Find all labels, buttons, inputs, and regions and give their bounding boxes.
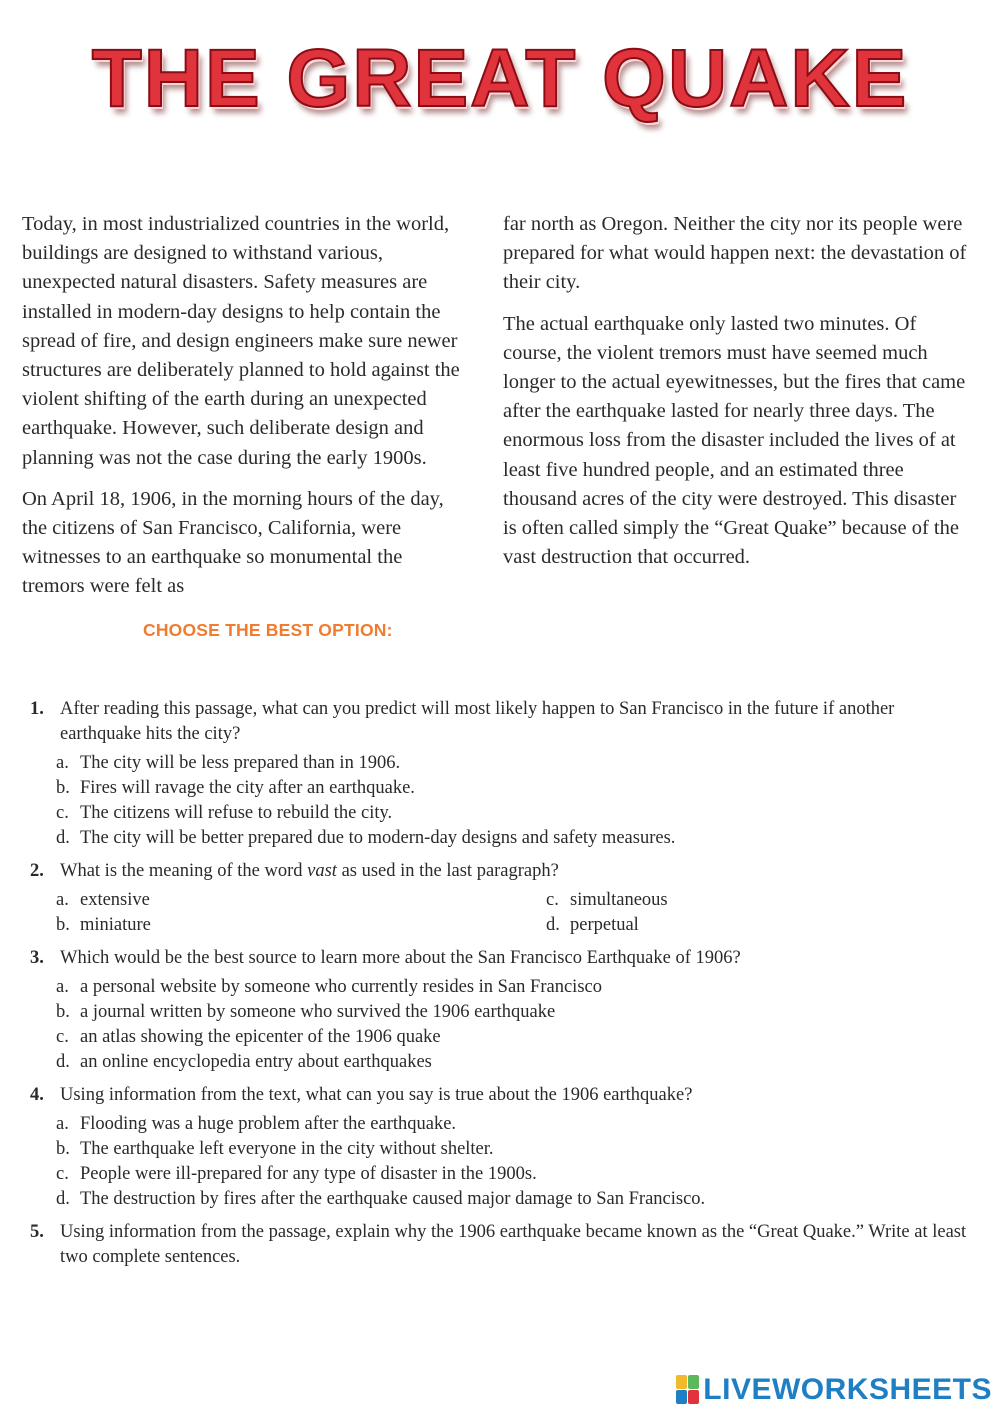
- question-2: [30, 859, 975, 938]
- option-letter: a.: [56, 890, 69, 910]
- question-4: [30, 1083, 975, 1212]
- option-letter: d.: [56, 828, 70, 848]
- option-text: simultaneous: [570, 890, 668, 910]
- answer-option[interactable]: [56, 1112, 975, 1137]
- liveworksheets-logo[interactable]: [676, 1373, 992, 1407]
- answer-option[interactable]: [56, 776, 975, 801]
- option-text: Fires will ravage the city after an earthquake.: [80, 778, 415, 798]
- answer-option[interactable]: [546, 913, 846, 938]
- answer-option[interactable]: [56, 1187, 975, 1212]
- answer-option[interactable]: [56, 1050, 975, 1075]
- question-number: 5.: [30, 1222, 44, 1242]
- answer-option[interactable]: [56, 1025, 975, 1050]
- option-letter: d.: [56, 1189, 70, 1209]
- logo-text: LIVEWORKSHEETS: [703, 1373, 992, 1406]
- option-text: The citizens will refuse to rebuild the city.: [80, 803, 393, 823]
- option-text: a journal written by someone who survived the 1906 earthquake: [80, 1002, 556, 1022]
- option-text: miniature: [80, 915, 151, 935]
- option-text: extensive: [80, 890, 150, 910]
- option-letter: b.: [56, 1139, 70, 1159]
- option-letter: a.: [56, 753, 69, 773]
- logo-icon: [676, 1375, 700, 1405]
- option-text: The earthquake left everyone in the city without shelter.: [80, 1139, 494, 1159]
- option-text: Flooding was a huge problem after the earthquake.: [80, 1114, 457, 1134]
- option-letter: d.: [546, 915, 560, 935]
- question-1: [30, 697, 975, 851]
- passage-paragraph: Today, in most industrialized countries in the world, buildings are designed to withstand various, unexpected natural disasters. Safety measures are installed in modern-day designs to help contain the spread of fire, and design engineers make sure newer structures are deliberately planned to hold against the violent shifting of the earth during an unexpected earthquake. However, such deliberate design and planning was not the case during the early 1900s.: [22, 213, 460, 469]
- option-text: an online encyclopedia entry about earthquakes: [80, 1052, 432, 1072]
- question-text: Using information from the passage, explain why the 1906 earthquake became known as the “Great Quake.” Write at least two complete sentences.: [60, 1222, 967, 1267]
- passage-column-left: [22, 210, 470, 614]
- question-text: What is the meaning of the word vast as used in the last paragraph?: [60, 861, 559, 881]
- option-letter: b.: [56, 915, 70, 935]
- answer-option[interactable]: [56, 888, 546, 913]
- question-list: [30, 697, 975, 1278]
- answer-option[interactable]: [56, 975, 975, 1000]
- option-text: a personal website by someone who currently resides in San Francisco: [80, 977, 602, 997]
- question-number: 2.: [30, 861, 44, 881]
- passage-paragraph: The actual earthquake only lasted two minutes. Of course, the violent tremors must have seemed much longer to the actual eyewitnesses, but the fires that came after the earthquake lasted for nearly three days. The enormous loss from the disaster included the lives of at least five hundred people, and an estimated three thousand acres of the city were destroyed. This disaster is often called simply the “Great Quake” because of the vast destruction that occurred.: [503, 312, 966, 569]
- answer-option[interactable]: [546, 888, 846, 913]
- option-letter: c.: [56, 803, 69, 823]
- answer-option[interactable]: [56, 913, 546, 938]
- answer-option[interactable]: [56, 1000, 975, 1025]
- option-letter: c.: [546, 890, 559, 910]
- option-text: The city will be better prepared due to modern-day designs and safety measures.: [80, 828, 676, 848]
- option-text: People were ill-prepared for any type of disaster in the 1900s.: [80, 1164, 537, 1184]
- option-letter: c.: [56, 1164, 69, 1184]
- answer-option[interactable]: [56, 1162, 975, 1187]
- option-text: perpetual: [570, 915, 639, 935]
- option-letter: b.: [56, 778, 70, 798]
- passage-column-right: [503, 210, 973, 584]
- option-letter: a.: [56, 977, 69, 997]
- question-text: Which would be the best source to learn more about the San Francisco Earthquake of 1906?: [60, 948, 741, 968]
- answer-option[interactable]: [56, 751, 975, 776]
- option-text: The city will be less prepared than in 1906.: [80, 753, 401, 773]
- question-5: [30, 1220, 975, 1270]
- answer-option[interactable]: [56, 801, 975, 826]
- option-letter: b.: [56, 1002, 70, 1022]
- question-text: Using information from the text, what can you say is true about the 1906 earthquake?: [60, 1085, 693, 1105]
- question-number: 1.: [30, 699, 44, 719]
- question-3: [30, 946, 975, 1075]
- question-number: 3.: [30, 948, 44, 968]
- option-letter: c.: [56, 1027, 69, 1047]
- page-title: THE GREAT QUAKE: [91, 33, 909, 124]
- option-letter: d.: [56, 1052, 70, 1072]
- instruction-heading: CHOOSE THE BEST OPTION:: [143, 620, 393, 640]
- passage-paragraph: far north as Oregon. Neither the city nor its people were prepared for what would happen next: the devastation of their city.: [503, 213, 967, 294]
- emphasized-word: vast: [307, 861, 337, 881]
- option-text: The destruction by fires after the earthquake caused major damage to San Francisco.: [80, 1189, 706, 1209]
- option-letter: a.: [56, 1114, 69, 1134]
- passage-paragraph: On April 18, 1906, in the morning hours of the day, the citizens of San Francisco, California, were witnesses to an earthquake so monumental the tremors were felt as: [22, 487, 444, 598]
- answer-option[interactable]: [56, 826, 975, 851]
- answer-option[interactable]: [56, 1137, 975, 1162]
- option-text: an atlas showing the epicenter of the 1906 quake: [80, 1027, 441, 1047]
- question-text: After reading this passage, what can you predict will most likely happen to San Francisco in the future if another earthquake hits the city?: [60, 699, 895, 744]
- question-number: 4.: [30, 1085, 44, 1105]
